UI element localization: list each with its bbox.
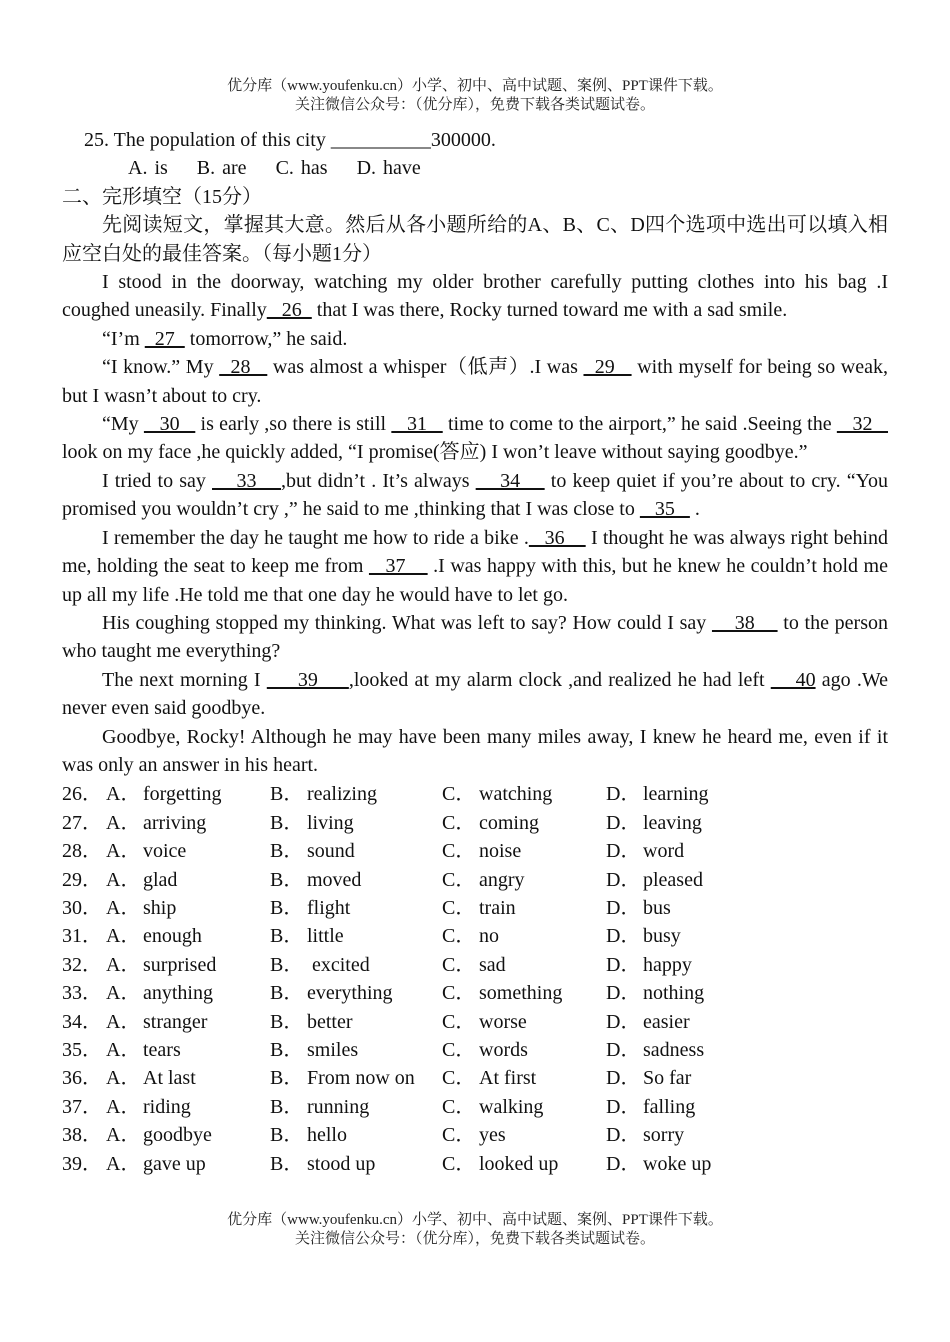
option-letter-d: D． <box>606 783 641 806</box>
option-d: pleased <box>643 868 703 891</box>
blank-40: 40 <box>770 668 816 691</box>
option-letter-a: A． <box>106 1010 141 1033</box>
option-letter-b: B． <box>270 1124 304 1147</box>
q25-option-a: A. is <box>128 157 168 180</box>
option-b: living <box>307 811 354 834</box>
option-letter-d: D． <box>606 896 641 919</box>
option-d: leaving <box>643 811 702 834</box>
option-d: So far <box>643 1067 692 1090</box>
option-letter-a: A． <box>106 982 141 1005</box>
question-number: 39． <box>62 1152 102 1175</box>
option-letter-b: B． <box>270 1067 304 1090</box>
option-letter-d: D． <box>606 925 641 948</box>
passage-paragraph-8: The next morning I 39 ,looked at my alarm clock ,and realized he had left 40 ago .We never even said goodbye. <box>62 668 889 720</box>
passage-paragraph-7: His coughing stopped my thinking. What was left to say? How could I say 38 to the person who taught me everything? <box>62 611 888 663</box>
question-25-stem: 25. The population of this city __________300000. <box>84 129 496 151</box>
option-letter-d: D． <box>606 953 641 976</box>
option-d: nothing <box>643 982 705 1005</box>
option-c: coming <box>479 811 539 834</box>
question-25-options <box>62 154 888 182</box>
option-letter-b: B． <box>270 1152 304 1175</box>
option-b: realizing <box>307 783 377 806</box>
question-number: 30． <box>62 896 102 919</box>
option-letter-a: A． <box>106 1152 141 1175</box>
blank-36: 36 <box>528 526 586 549</box>
q25-option-d: D. have <box>356 157 421 180</box>
question-number: 33． <box>62 982 102 1005</box>
option-letter-d: D． <box>606 1152 641 1175</box>
option-d: busy <box>643 925 681 948</box>
option-letter-c: C． <box>442 1152 476 1175</box>
option-b: everything <box>307 982 393 1005</box>
blank-35: 35 <box>639 498 690 521</box>
question-row <box>62 1150 770 1178</box>
blank-32: 32 <box>836 413 889 436</box>
question-number: 31． <box>62 925 102 948</box>
option-letter-c: C． <box>442 840 476 863</box>
option-letter-d: D． <box>606 1124 641 1147</box>
question-number: 28． <box>62 840 102 863</box>
option-letter-d: D． <box>606 1039 641 1061</box>
options-table <box>62 780 770 1178</box>
option-c: watching <box>479 783 553 806</box>
option-letter-d: D． <box>606 868 641 891</box>
section-instructions: 先阅读短文，掌握其大意。然后从各小题所给的A、B、C、D四个选项中选出可以填入相应空白处的最佳答案。（每小题1分） <box>62 214 888 265</box>
header-line-2: 关注微信公众号：（优分库），免费下载各类试题试卷。 <box>294 97 655 113</box>
option-a: goodbye <box>143 1124 212 1147</box>
blank-30: 30 <box>143 413 196 436</box>
question-row <box>62 837 770 865</box>
option-d: word <box>643 840 685 863</box>
blank-27: 27 <box>144 327 185 350</box>
question-row <box>62 894 770 922</box>
footer-line-2: 关注微信公众号：（优分库），免费下载各类试题试卷。 <box>294 1231 655 1247</box>
blank-39: 39 <box>266 668 349 691</box>
option-c: train <box>479 896 516 919</box>
option-letter-a: A． <box>106 868 141 891</box>
section-title: 二、完形填空（15分） <box>62 185 262 208</box>
question-number: 35． <box>62 1039 102 1061</box>
blank-28: 28 <box>219 356 268 379</box>
option-b: excited <box>307 953 370 976</box>
blank-34: 34 <box>475 469 545 492</box>
option-d: sadness <box>643 1039 705 1061</box>
question-row <box>62 1036 770 1064</box>
passage-paragraph-6: I remember the day he taught me how to ride a bike . 36 I thought he was always right behind me, holding the seat to keep me from 37 .I was happy with this, but he knew he couldn’t hold me up all my life .He told me that one day he would have to let go. <box>62 526 889 606</box>
passage-paragraph-4: “My 30 is early ,so there is still 31 time to come to the airport,” he said .Seeing the 32 look on my face ,he quickly added, “I promise(答应) I won’t leave without saying goodbye.” <box>62 413 889 464</box>
question-number: 27． <box>62 811 102 834</box>
option-letter-a: A． <box>106 925 141 948</box>
passage-paragraph-3: “I know.” My 28 was almost a whisper（低声）.I was 29 with myself for being so weak, but I wasn’t about to cry. <box>62 356 889 407</box>
question-row <box>62 979 770 1007</box>
option-letter-b: B． <box>270 1095 304 1118</box>
option-letter-a: A． <box>106 783 141 806</box>
option-b: better <box>307 1010 353 1033</box>
option-letter-a: A． <box>106 1067 141 1090</box>
option-c: sad <box>479 953 506 976</box>
option-letter-b: B． <box>270 1039 304 1061</box>
option-letter-d: D． <box>606 1095 641 1118</box>
option-letter-c: C． <box>442 953 476 976</box>
option-b: From now on <box>307 1067 415 1090</box>
option-letter-c: C． <box>442 1039 476 1061</box>
option-a: tears <box>143 1039 181 1061</box>
option-a: stranger <box>143 1010 208 1033</box>
question-number: 32． <box>62 953 102 976</box>
option-d: sorry <box>643 1124 685 1147</box>
question-number: 38． <box>62 1124 102 1147</box>
passage-paragraph-1: I stood in the doorway, watching my older brother carefully putting clothes into his bag .I coughed uneasily. Finally 26 that I was there, Rocky turned toward me with a sad smile. <box>62 271 888 322</box>
q25-option-b: B. are <box>196 157 247 180</box>
option-letter-b: B． <box>270 811 304 834</box>
blank-31: 31 <box>391 413 443 436</box>
question-row <box>62 951 770 979</box>
option-letter-b: B． <box>270 840 304 863</box>
footer-line-1: 优分库（www.youfenku.cn）小学、初中、高中试题、案例、PPT课件下载。 <box>227 1212 723 1228</box>
blank-29: 29 <box>583 356 632 379</box>
option-c: yes <box>479 1124 506 1147</box>
option-letter-a: A． <box>106 1039 141 1061</box>
option-b: stood up <box>307 1152 376 1175</box>
option-d: woke up <box>643 1152 712 1175</box>
option-b: sound <box>307 840 355 863</box>
option-b: smiles <box>307 1039 359 1061</box>
option-letter-b: B． <box>270 953 304 976</box>
option-letter-b: B． <box>270 896 304 919</box>
option-b: hello <box>307 1124 347 1147</box>
option-c: looked up <box>479 1152 559 1175</box>
option-c: no <box>479 925 499 948</box>
question-row <box>62 866 770 894</box>
option-a: riding <box>143 1095 191 1118</box>
option-letter-d: D． <box>606 982 641 1005</box>
passage-paragraph-2: “I’m 27 tomorrow,” he said. <box>102 327 348 350</box>
document-body <box>62 126 888 1178</box>
option-a: forgetting <box>143 783 222 806</box>
option-letter-a: A． <box>106 1124 141 1147</box>
blank-37: 37 <box>368 555 428 578</box>
option-letter-a: A． <box>106 896 141 919</box>
option-c: angry <box>479 868 525 891</box>
option-letter-a: A． <box>106 840 141 863</box>
passage-paragraph-5: I tried to say 33 ,but didn’t . It’s always 34 to keep quiet if you’re about to cry. “You promised you wouldn’t cry ,” he said to me ,thinking that I was close to 35 . <box>62 469 889 521</box>
option-a: glad <box>143 868 178 891</box>
option-letter-c: C． <box>442 783 476 806</box>
option-c: noise <box>479 840 522 863</box>
option-b: little <box>307 925 344 948</box>
option-b: moved <box>307 868 362 891</box>
option-b: flight <box>307 896 351 919</box>
option-a: arriving <box>143 811 207 834</box>
option-letter-b: B． <box>270 868 304 891</box>
option-d: easier <box>643 1010 690 1033</box>
option-d: falling <box>643 1095 696 1118</box>
option-letter-c: C． <box>442 925 476 948</box>
question-number: 37． <box>62 1095 102 1118</box>
option-c: words <box>479 1039 528 1061</box>
option-letter-d: D． <box>606 1010 641 1033</box>
question-row <box>62 780 770 808</box>
option-letter-a: A． <box>106 811 141 834</box>
option-c: worse <box>479 1010 527 1033</box>
option-d: happy <box>643 953 692 976</box>
option-letter-c: C． <box>442 1095 476 1118</box>
option-a: voice <box>143 840 187 863</box>
option-letter-c: C． <box>442 1010 476 1033</box>
question-number: 29． <box>62 868 102 891</box>
option-a: enough <box>143 925 202 948</box>
option-letter-b: B． <box>270 982 304 1005</box>
option-letter-c: C． <box>442 896 476 919</box>
option-letter-c: C． <box>442 868 476 891</box>
option-letter-b: B． <box>270 1010 304 1033</box>
blank-38: 38 <box>711 611 778 634</box>
option-letter-a: A． <box>106 1095 141 1118</box>
page-header <box>0 77 950 115</box>
option-letter-d: D． <box>606 811 641 834</box>
option-letter-c: C． <box>442 811 476 834</box>
question-row <box>62 1008 770 1036</box>
option-b: running <box>307 1095 370 1118</box>
passage-paragraph-9: Goodbye, Rocky! Although he may have been many miles away, I knew he heard me, even if it was only an answer in his heart. <box>62 725 888 776</box>
option-letter-d: D． <box>606 840 641 863</box>
question-row <box>62 1093 770 1121</box>
option-a: gave up <box>143 1152 206 1175</box>
question-number: 26． <box>62 783 102 806</box>
q25-option-c: C. has <box>275 157 328 180</box>
page-footer <box>0 1211 950 1249</box>
question-row <box>62 922 770 950</box>
option-a: anything <box>143 982 213 1005</box>
option-letter-c: C． <box>442 1067 476 1090</box>
header-line-1: 优分库（www.youfenku.cn）小学、初中、高中试题、案例、PPT课件下载。 <box>227 78 723 94</box>
question-number: 36． <box>62 1067 102 1090</box>
option-letter-b: B． <box>270 925 304 948</box>
question-row <box>62 1121 770 1149</box>
option-a: surprised <box>143 953 217 976</box>
option-a: At last <box>143 1067 196 1090</box>
option-letter-b: B． <box>270 783 304 806</box>
option-letter-c: C． <box>442 1124 476 1147</box>
option-d: bus <box>643 896 671 919</box>
option-a: ship <box>143 896 177 919</box>
option-letter-a: A． <box>106 953 141 976</box>
question-number: 34． <box>62 1010 102 1033</box>
option-d: learning <box>643 783 709 806</box>
blank-33: 33 <box>212 469 281 492</box>
option-c: walking <box>479 1095 544 1118</box>
option-c: At first <box>479 1067 537 1090</box>
blank-26: 26 <box>266 299 312 322</box>
option-c: something <box>479 982 563 1005</box>
option-letter-c: C． <box>442 982 476 1005</box>
question-row <box>62 1064 770 1092</box>
question-row <box>62 809 770 837</box>
option-letter-d: D． <box>606 1067 641 1090</box>
